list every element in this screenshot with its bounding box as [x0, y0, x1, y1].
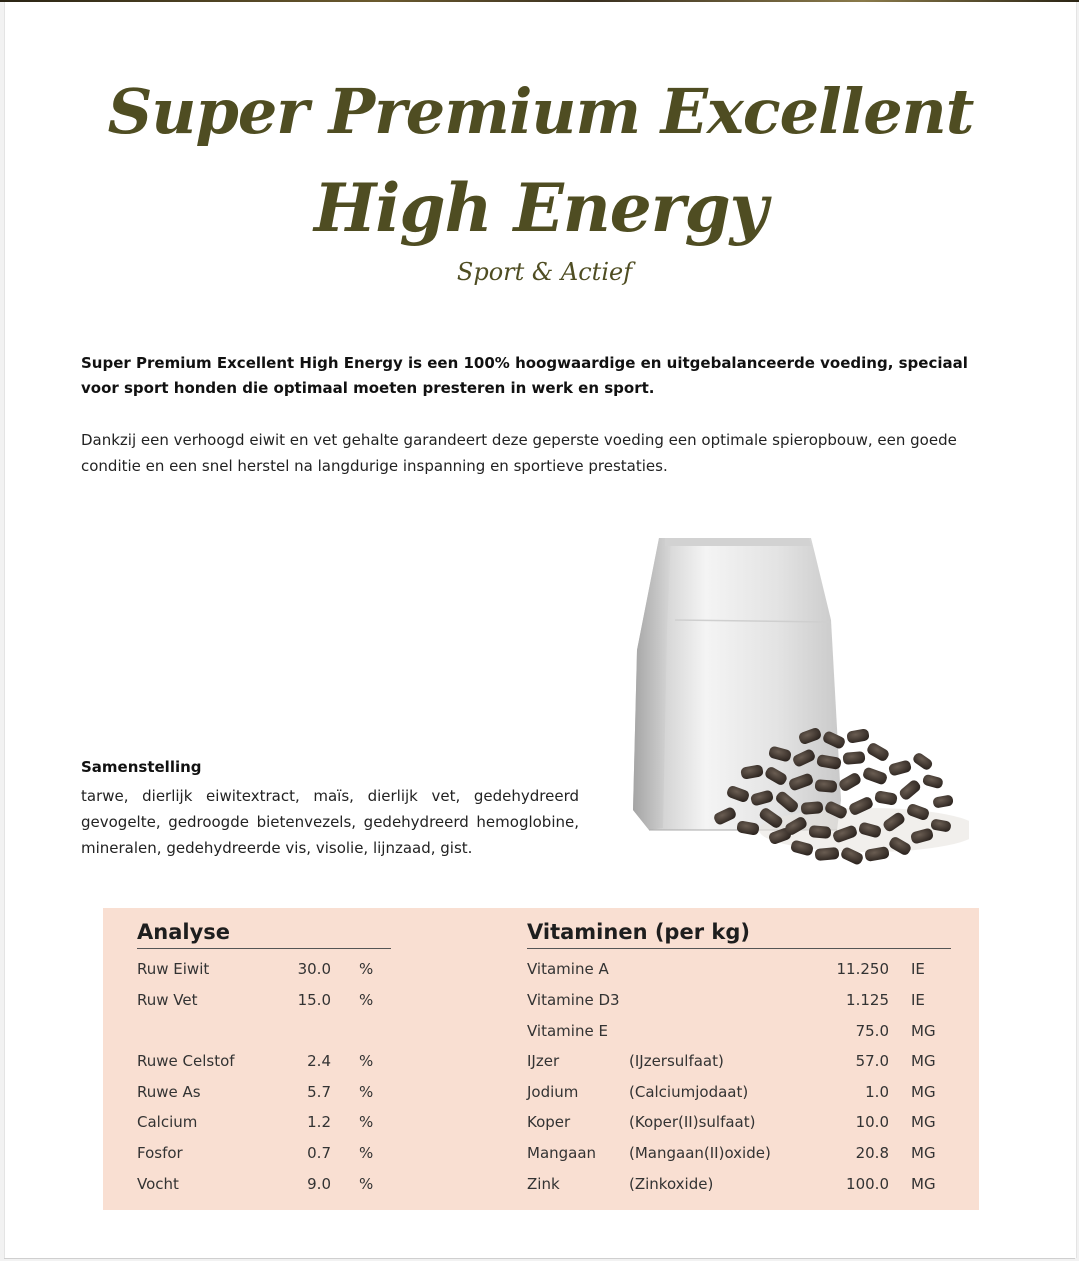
- page-bottom-border: [4, 1258, 1075, 1259]
- composition-text: tarwe, dierlijk eiwitextract, maïs, dierlijk vet, gedehydreerd gevogelte, gedroogde bietenvezels, gedehydreerd hemoglobine, mineralen, gedehydreerde vis, visolie, lijnzaad, gist.: [81, 787, 579, 857]
- analysis-name: Ruw Eiwit: [137, 960, 210, 978]
- vitamin-name: Koper: [527, 1113, 571, 1131]
- vitamin-compound: (IJzersulfaat): [629, 1052, 724, 1070]
- product-image: [619, 530, 969, 882]
- document-page: [4, 2, 1077, 1258]
- analysis-value: 2.4: [307, 1052, 331, 1070]
- subtitle: Sport & Actief: [456, 258, 633, 286]
- table-row: [527, 1016, 951, 1046]
- vitamin-compound: (Mangaan(II)oxide): [629, 1144, 771, 1162]
- analysis-value: 15.0: [297, 991, 331, 1009]
- table-row: [137, 1138, 391, 1168]
- vitamin-unit: MG: [911, 1022, 936, 1040]
- vitamin-unit: MG: [911, 1083, 936, 1101]
- vitamin-value: 11.250: [836, 960, 889, 978]
- vitamin-value: 75.0: [855, 1022, 889, 1040]
- table-row: [137, 1169, 391, 1199]
- composition-title: Samenstelling: [81, 758, 202, 776]
- vitamin-compound: (Calciumjodaat): [629, 1083, 749, 1101]
- table-row: [527, 1046, 951, 1076]
- table-row: [137, 954, 391, 984]
- analysis-unit: %: [359, 1113, 374, 1131]
- vitamin-unit: IE: [911, 960, 925, 978]
- title-line-2: High Energy: [313, 169, 768, 247]
- vitamin-value: 10.0: [855, 1113, 889, 1131]
- analysis-unit: %: [359, 991, 374, 1009]
- analysis-unit: %: [359, 1144, 374, 1162]
- vitamin-name: IJzer: [527, 1052, 560, 1070]
- analysis-value: 9.0: [307, 1175, 331, 1193]
- intro-paragraph: Super Premium Excellent High Energy is een 100% hoogwaardige en uitgebalanceerde voeding, speciaal voor sport honden die optimaal moeten presteren in werk en sport.: [81, 354, 968, 397]
- vitamin-name: Vitamine D3: [527, 991, 620, 1009]
- vitamin-value: 1.125: [846, 991, 889, 1009]
- table-row: [527, 1169, 951, 1199]
- analysis-heading: Analyse: [137, 920, 391, 949]
- analysis-name: Ruw Vet: [137, 991, 198, 1009]
- vitamin-unit: MG: [911, 1144, 936, 1162]
- vitamin-name: Vitamine A: [527, 960, 609, 978]
- analysis-name: Ruwe As: [137, 1083, 201, 1101]
- vitamin-unit: IE: [911, 991, 925, 1009]
- vitamin-name: Jodium: [527, 1083, 579, 1101]
- title-line-1: Super Premium Excellent: [107, 75, 974, 148]
- vitamin-name: Zink: [527, 1175, 560, 1193]
- table-row: [527, 1077, 951, 1107]
- vitamin-name: Vitamine E: [527, 1022, 608, 1040]
- vitamin-value: 1.0: [865, 1083, 889, 1101]
- analysis-unit: %: [359, 1052, 374, 1070]
- table-row: [527, 954, 951, 984]
- vitamin-unit: MG: [911, 1113, 936, 1131]
- analysis-unit: %: [359, 1083, 374, 1101]
- analysis-value: 30.0: [297, 960, 331, 978]
- analysis-unit: %: [359, 1175, 374, 1193]
- vitamins-heading: Vitaminen (per kg): [527, 920, 951, 949]
- vitamin-name: Mangaan: [527, 1144, 597, 1162]
- bag-icon: [633, 538, 841, 830]
- analysis-name: Ruwe Celstof: [137, 1052, 235, 1070]
- vitamin-compound: (Zinkoxide): [629, 1175, 714, 1193]
- analysis-value: 1.2: [307, 1113, 331, 1131]
- table-row: [137, 1077, 391, 1107]
- analysis-name: Fosfor: [137, 1144, 183, 1162]
- table-row: [527, 985, 951, 1015]
- vitamin-value: 57.0: [855, 1052, 889, 1070]
- analysis-name: Vocht: [137, 1175, 179, 1193]
- analysis-name: Calcium: [137, 1113, 198, 1131]
- table-row: [137, 1107, 391, 1137]
- vitamin-value: 100.0: [846, 1175, 889, 1193]
- table-row: [137, 1046, 391, 1076]
- analysis-value: 0.7: [307, 1144, 331, 1162]
- vitamin-unit: MG: [911, 1175, 936, 1193]
- description-paragraph: Dankzij een verhoogd eiwit en vet gehalte garandeert deze geperste voeding een optimale spieropbouw, een goede conditie en een snel herstel na langdurige inspanning en sportieve prestaties.: [81, 431, 957, 475]
- analysis-value: 5.7: [307, 1083, 331, 1101]
- vitamin-unit: MG: [911, 1052, 936, 1070]
- table-row: [527, 1138, 951, 1168]
- vitamin-value: 20.8: [855, 1144, 889, 1162]
- analysis-unit: %: [359, 960, 374, 978]
- table-row: [137, 985, 391, 1015]
- table-row: [527, 1107, 951, 1137]
- nutrition-panel: [103, 908, 979, 1210]
- vitamin-compound: (Koper(II)sulfaat): [629, 1113, 756, 1131]
